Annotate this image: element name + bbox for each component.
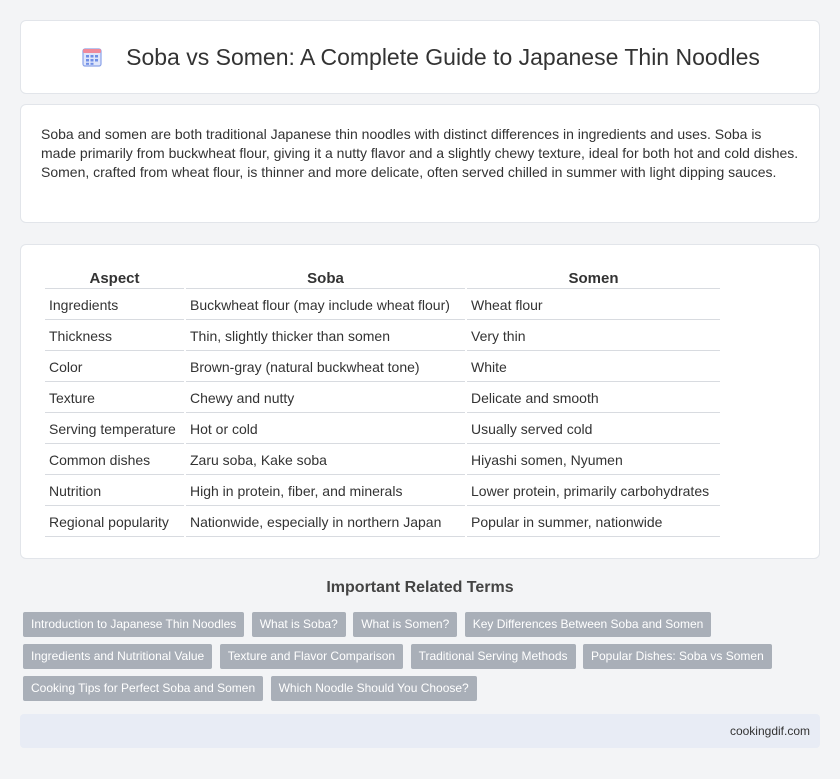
cell-soba: Chewy and nutty [186,384,465,413]
page-title: Soba vs Somen: A Complete Guide to Japanese Thin Noodles [126,43,760,70]
related-tag[interactable]: Texture and Flavor Comparison [220,644,403,669]
intro-paragraph: Soba and somen are both traditional Japanese thin noodles with distinct differences in ingredients and uses. Soba is made primarily from buckwheat flour, giving it a nutty flavor and a slightly chewy texture, ideal for both hot and cold dishes. Somen, crafted from wheat flour, is thinner and more delicate, often served chilled in summer with light dipping sauces. [41,126,799,180]
footer [20,714,820,748]
cell-somen: Lower protein, primarily carbohydrates [467,477,720,506]
cell-soba: Buckwheat flour (may include wheat flour) [186,291,465,320]
cell-aspect: Color [45,353,184,382]
cell-somen: White [467,353,720,382]
cell-soba: Thin, slightly thicker than somen [186,322,465,351]
related-tag[interactable]: Introduction to Japanese Thin Noodles [23,612,244,637]
comparison-card [20,244,820,559]
related-tags [23,612,803,708]
cell-aspect: Thickness [45,322,184,351]
related-tag[interactable]: What is Soba? [252,612,346,637]
table-row [45,353,720,382]
header-aspect: Aspect [45,267,184,289]
cell-aspect: Serving temperature [45,415,184,444]
calendar-icon [80,45,104,69]
header-somen: Somen [467,267,720,289]
cell-aspect: Common dishes [45,446,184,475]
table-header-row [45,267,720,289]
cell-somen: Popular in summer, nationwide [467,508,720,537]
table-row [45,508,720,537]
cell-aspect: Regional popularity [45,508,184,537]
cell-somen: Very thin [467,322,720,351]
cell-soba: High in protein, fiber, and minerals [186,477,465,506]
table-row [45,415,720,444]
related-terms-title: Important Related Terms [326,579,514,596]
cell-soba: Brown-gray (natural buckwheat tone) [186,353,465,382]
title-card [20,20,820,94]
cell-somen: Usually served cold [467,415,720,444]
table-row [45,291,720,320]
header-soba: Soba [186,267,465,289]
related-tag[interactable]: Cooking Tips for Perfect Soba and Somen [23,676,263,701]
cell-somen: Delicate and smooth [467,384,720,413]
table-row [45,446,720,475]
related-tag[interactable]: Popular Dishes: Soba vs Somen [583,644,772,669]
table-row [45,384,720,413]
related-tag[interactable]: Traditional Serving Methods [411,644,576,669]
cell-aspect: Ingredients [45,291,184,320]
comparison-table [43,265,722,539]
cell-aspect: Texture [45,384,184,413]
cell-soba: Zaru soba, Kake soba [186,446,465,475]
intro-card [20,104,820,223]
cell-somen: Hiyashi somen, Nyumen [467,446,720,475]
footer-site-name: cookingdif.com [729,724,810,738]
cell-soba: Hot or cold [186,415,465,444]
related-tag[interactable]: Which Noodle Should You Choose? [271,676,477,701]
related-tag[interactable]: Ingredients and Nutritional Value [23,644,212,669]
cell-soba: Nationwide, especially in northern Japan [186,508,465,537]
cell-somen: Wheat flour [467,291,720,320]
related-tag[interactable]: What is Somen? [353,612,457,637]
table-row [45,477,720,506]
cell-aspect: Nutrition [45,477,184,506]
related-tag[interactable]: Key Differences Between Soba and Somen [465,612,712,637]
table-row [45,322,720,351]
